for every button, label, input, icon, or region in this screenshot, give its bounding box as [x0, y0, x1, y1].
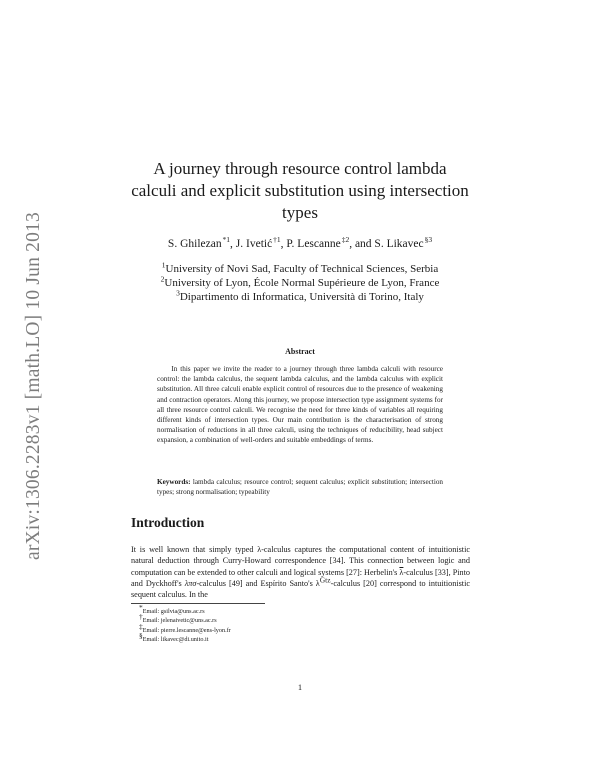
footnote: *Email: gsilvia@uns.ac.rs: [139, 602, 205, 615]
abstract-body: [157, 364, 443, 446]
arxiv-stamp: arXiv:1306.2283v1 [math.LO] 10 Jun 2013: [23, 212, 44, 560]
affiliation-mark: 3: [176, 288, 180, 298]
intro-paragraph: It is well known that simply typed λ-calculus captures the computational content of intuitionistic natural deduction through Curry-Howard correspondence [34]. This connection between logic and computation can be extended to other calculi and logical systems [27]: Herbelin's $\overline{\lambda}$-calculus [33], Pinto and Dyckhoff's λπσ-calculus [49] and Espírito Santo's $\lambda^{Gtz}$-calculus [20] correspond to intuitionistic sequent calculus. In the: [131, 545, 471, 600]
author-mark: §3: [424, 235, 433, 245]
author-list: S. Ghilezan $^{*1}$, J. Ivetić $^{\dagger 1}$, P. Lescanne $^{\ddagger 2}$, and S. Likavec $^{\S 3}$: [167, 235, 433, 250]
footnote-divider: [131, 603, 265, 604]
keywords-label: Keywords:: [157, 478, 191, 486]
affiliations: [100, 262, 500, 304]
author-name: P. Lescanne: [286, 238, 341, 250]
title-line: calculi and explicit substitution using intersection: [131, 181, 469, 200]
keywords-text: lambda calculus; resource control; sequent calculus; explicit substitution; intersection types; strong normalisation; typeability: [157, 478, 444, 497]
footnotes: [139, 602, 231, 645]
affiliation-text: University of Lyon, École Normal Supérieure de Lyon, France: [164, 277, 440, 289]
footnote: †Email: jelenaivetic@uns.ac.rs: [139, 612, 217, 625]
gtz-superscript: Gtz: [319, 575, 331, 585]
lambda-pi-sigma-symbol: λπσ: [184, 578, 197, 588]
keywords: [157, 477, 443, 497]
author-mark: *1: [222, 235, 231, 245]
affiliation-text: Dipartimento di Informatica, Università di Torino, Italy: [179, 291, 424, 303]
footnote: ‡Email: pierre.lescanne@ens-lyon.fr: [139, 621, 231, 634]
author-mark: ‡2: [341, 235, 350, 245]
author-name: S. Likavec: [374, 238, 424, 250]
paper-title: [100, 158, 500, 224]
footnote: §Email: likavec@di.unito.it: [139, 631, 209, 644]
title-line: A journey through resource control lambda: [153, 159, 447, 178]
author-mark: †1: [273, 235, 281, 245]
affiliation: [100, 290, 500, 304]
affiliation: [100, 276, 500, 290]
page-number: 1: [297, 682, 303, 692]
affiliation-text: University of Novi Sad, Faculty of Technical Sciences, Serbia: [165, 263, 439, 275]
affiliation-mark: 2: [160, 274, 165, 284]
abstract-heading: Abstract: [285, 347, 315, 356]
title-line: types: [282, 203, 318, 222]
author-name: J. Ivetić: [235, 238, 273, 250]
lambda-bar-symbol: $\overline{\lambda}$: [399, 567, 404, 577]
section-heading: Introduction: [131, 515, 205, 530]
author-name: S. Ghilezan: [167, 238, 222, 250]
affiliation-mark: 1: [161, 260, 166, 270]
abstract-text: In this paper we invite the reader to a journey through three lambda calculi with resource control: the lambda calculus, the sequent lambda calculus, and the lambda calculus with explicit substitution. All three calculi enable explicit control of resources due to the presence of weakening and contraction operators. Along this journey, we propose intersection type assignment systems for all three resource control calculi. We recognise the need for three kinds of variables all requiring different kinds of intersection types. Our main contribution is the characterisation of strong normalisation of reductions in all three calculi, using the techniques of reducibility, head subject expansion, a combination of well-orders and suitable embeddings of terms.: [157, 365, 443, 445]
